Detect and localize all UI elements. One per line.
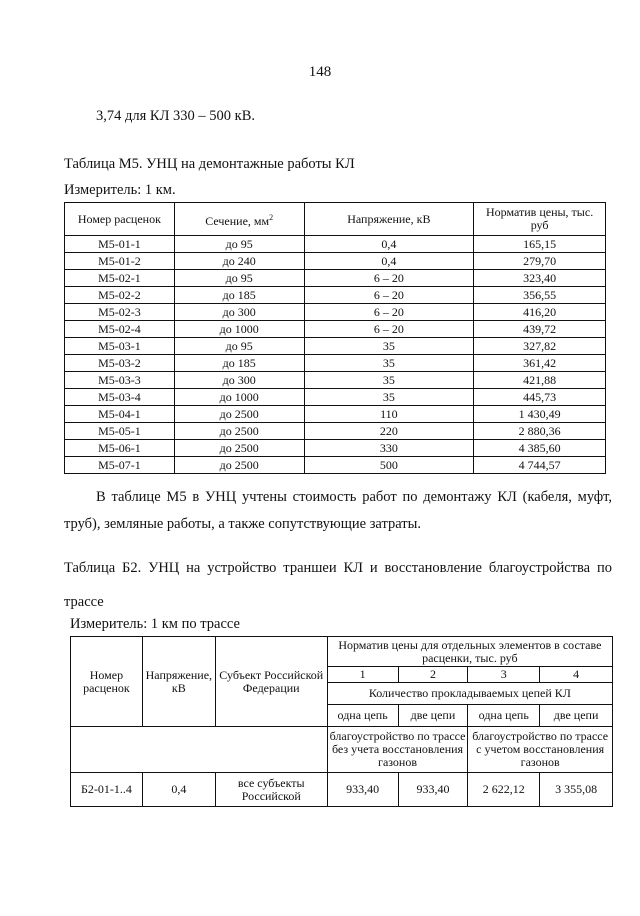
m5-cell-price: 445,73 <box>474 389 606 406</box>
m5-cell-voltage: 0,4 <box>304 236 474 253</box>
b2-col-num: 1 <box>327 667 398 683</box>
m5-cell-code: М5-05-1 <box>65 423 175 440</box>
m5-cell-code: М5-06-1 <box>65 440 175 457</box>
table-m5-row <box>65 304 606 321</box>
b2-circuit-type: две цепи <box>398 705 468 727</box>
table-m5-row <box>65 287 606 304</box>
m5-cell-price: 165,15 <box>474 236 606 253</box>
table-b2-row <box>71 773 613 807</box>
header-price: Норматив цены, тыс. руб <box>474 203 606 236</box>
m5-cell-voltage: 35 <box>304 338 474 355</box>
m5-cell-code: М5-02-1 <box>65 270 175 287</box>
b2-empty-cell <box>71 727 328 773</box>
b2-circuit-type: две цепи <box>540 705 613 727</box>
m5-cell-voltage: 35 <box>304 355 474 372</box>
m5-cell-price: 2 880,36 <box>474 423 606 440</box>
table-m5-row <box>65 457 606 474</box>
b2-header-subject: Субъект Российской Федерации <box>215 637 327 727</box>
m5-cell-price: 1 430,49 <box>474 406 606 423</box>
m5-cell-section: до 185 <box>174 355 304 372</box>
header-section-text: Сечение, мм <box>205 213 270 228</box>
b2-header-circuits: Количество прокладываемых цепей КЛ <box>327 683 612 705</box>
table-m5-unit: Измеритель: 1 км. <box>64 182 176 198</box>
m5-cell-voltage: 220 <box>304 423 474 440</box>
m5-cell-section: до 95 <box>174 236 304 253</box>
m5-cell-code: М5-07-1 <box>65 457 175 474</box>
page-number: 148 <box>308 64 332 80</box>
m5-cell-price: 327,82 <box>474 338 606 355</box>
m5-cell-code: М5-03-2 <box>65 355 175 372</box>
m5-cell-code: М5-02-2 <box>65 287 175 304</box>
m5-cell-section: до 2500 <box>174 406 304 423</box>
m5-cell-section: до 1000 <box>174 389 304 406</box>
m5-cell-price: 421,88 <box>474 372 606 389</box>
table-b2-header-row-1 <box>71 637 613 667</box>
header-section <box>174 203 304 236</box>
b2-cell-value: 933,40 <box>398 773 468 807</box>
m5-cell-section: до 1000 <box>174 321 304 338</box>
b2-cell-code: Б2-01-1..4 <box>71 773 143 807</box>
b2-header-norm: Норматив цены для отдельных элементов в составе расценки, тыс. руб <box>327 637 612 667</box>
m5-cell-voltage: 6 – 20 <box>304 304 474 321</box>
table-m5-row <box>65 253 606 270</box>
table-m5-row <box>65 440 606 457</box>
m5-cell-price: 4 385,60 <box>474 440 606 457</box>
header-voltage: Напряжение, кВ <box>304 203 474 236</box>
m5-cell-voltage: 6 – 20 <box>304 287 474 304</box>
b2-col-num: 4 <box>540 667 613 683</box>
table-b2-header-row-5 <box>71 727 613 773</box>
m5-cell-voltage: 6 – 20 <box>304 321 474 338</box>
table-m5-row <box>65 406 606 423</box>
header-section-sup: 2 <box>269 212 274 222</box>
note-line-2: труб), земляные работы, а также сопутствующие затраты. <box>64 516 422 532</box>
table-b2-title-line-2: трассе <box>64 594 104 610</box>
b2-header-voltage: Напряжение, кВ <box>142 637 215 727</box>
b2-header-with-lawns: благоустройство по трассе с учетом восстановления газонов <box>468 727 613 773</box>
m5-cell-voltage: 500 <box>304 457 474 474</box>
table-m5-row <box>65 236 606 253</box>
table-m5-row <box>65 372 606 389</box>
m5-cell-code: М5-03-4 <box>65 389 175 406</box>
m5-cell-voltage: 35 <box>304 372 474 389</box>
m5-cell-code: М5-03-1 <box>65 338 175 355</box>
m5-cell-section: до 2500 <box>174 440 304 457</box>
m5-cell-section: до 300 <box>174 372 304 389</box>
m5-cell-price: 4 744,57 <box>474 457 606 474</box>
m5-cell-code: М5-02-4 <box>65 321 175 338</box>
b2-cell-voltage: 0,4 <box>142 773 215 807</box>
m5-cell-section: до 95 <box>174 270 304 287</box>
table-m5-row <box>65 423 606 440</box>
m5-cell-voltage: 330 <box>304 440 474 457</box>
m5-cell-section: до 300 <box>174 304 304 321</box>
m5-cell-price: 439,72 <box>474 321 606 338</box>
b2-header-without-lawns: благоустройство по трассе без учета восстановления газонов <box>327 727 468 773</box>
m5-cell-voltage: 0,4 <box>304 253 474 270</box>
m5-cell-voltage: 6 – 20 <box>304 270 474 287</box>
m5-cell-code: М5-04-1 <box>65 406 175 423</box>
b2-circuit-type: одна цепь <box>327 705 398 727</box>
header-code: Номер расценок <box>65 203 175 236</box>
m5-cell-price: 279,70 <box>474 253 606 270</box>
table-m5-row <box>65 270 606 287</box>
m5-cell-code: М5-01-2 <box>65 253 175 270</box>
note-line-1: В таблице М5 в УНЦ учтены стоимость работ по демонтажу КЛ (кабеля, муфт, <box>96 489 612 505</box>
m5-cell-code: М5-03-3 <box>65 372 175 389</box>
b2-col-num: 3 <box>468 667 540 683</box>
m5-cell-code: М5-01-1 <box>65 236 175 253</box>
m5-cell-section: до 95 <box>174 338 304 355</box>
table-m5-title: Таблица М5. УНЦ на демонтажные работы КЛ <box>64 156 355 172</box>
m5-cell-price: 356,55 <box>474 287 606 304</box>
table-m5-row <box>65 389 606 406</box>
m5-cell-section: до 2500 <box>174 457 304 474</box>
b2-circuit-type: одна цепь <box>468 705 540 727</box>
table-m5 <box>64 202 606 474</box>
table-b2-title-line-1: Таблица Б2. УНЦ на устройство траншеи КЛ и восстановление благоустройства по <box>64 560 612 576</box>
m5-cell-price: 323,40 <box>474 270 606 287</box>
b2-cell-value: 3 355,08 <box>540 773 613 807</box>
table-b2-unit: Измеритель: 1 км по трассе <box>70 616 240 632</box>
table-m5-row <box>65 355 606 372</box>
m5-cell-section: до 2500 <box>174 423 304 440</box>
intro-line: 3,74 для КЛ 330 – 500 кВ. <box>96 108 256 124</box>
table-b2 <box>70 636 613 807</box>
b2-cell-subject: все субъекты Российской <box>215 773 327 807</box>
m5-cell-voltage: 35 <box>304 389 474 406</box>
m5-cell-voltage: 110 <box>304 406 474 423</box>
m5-cell-price: 416,20 <box>474 304 606 321</box>
m5-cell-price: 361,42 <box>474 355 606 372</box>
b2-col-num: 2 <box>398 667 468 683</box>
b2-cell-value: 933,40 <box>327 773 398 807</box>
table-m5-row <box>65 321 606 338</box>
m5-cell-section: до 240 <box>174 253 304 270</box>
table-m5-row <box>65 338 606 355</box>
m5-cell-section: до 185 <box>174 287 304 304</box>
m5-cell-code: М5-02-3 <box>65 304 175 321</box>
table-m5-header-row <box>65 203 606 236</box>
b2-header-code: Номер расценок <box>71 637 143 727</box>
b2-cell-value: 2 622,12 <box>468 773 540 807</box>
